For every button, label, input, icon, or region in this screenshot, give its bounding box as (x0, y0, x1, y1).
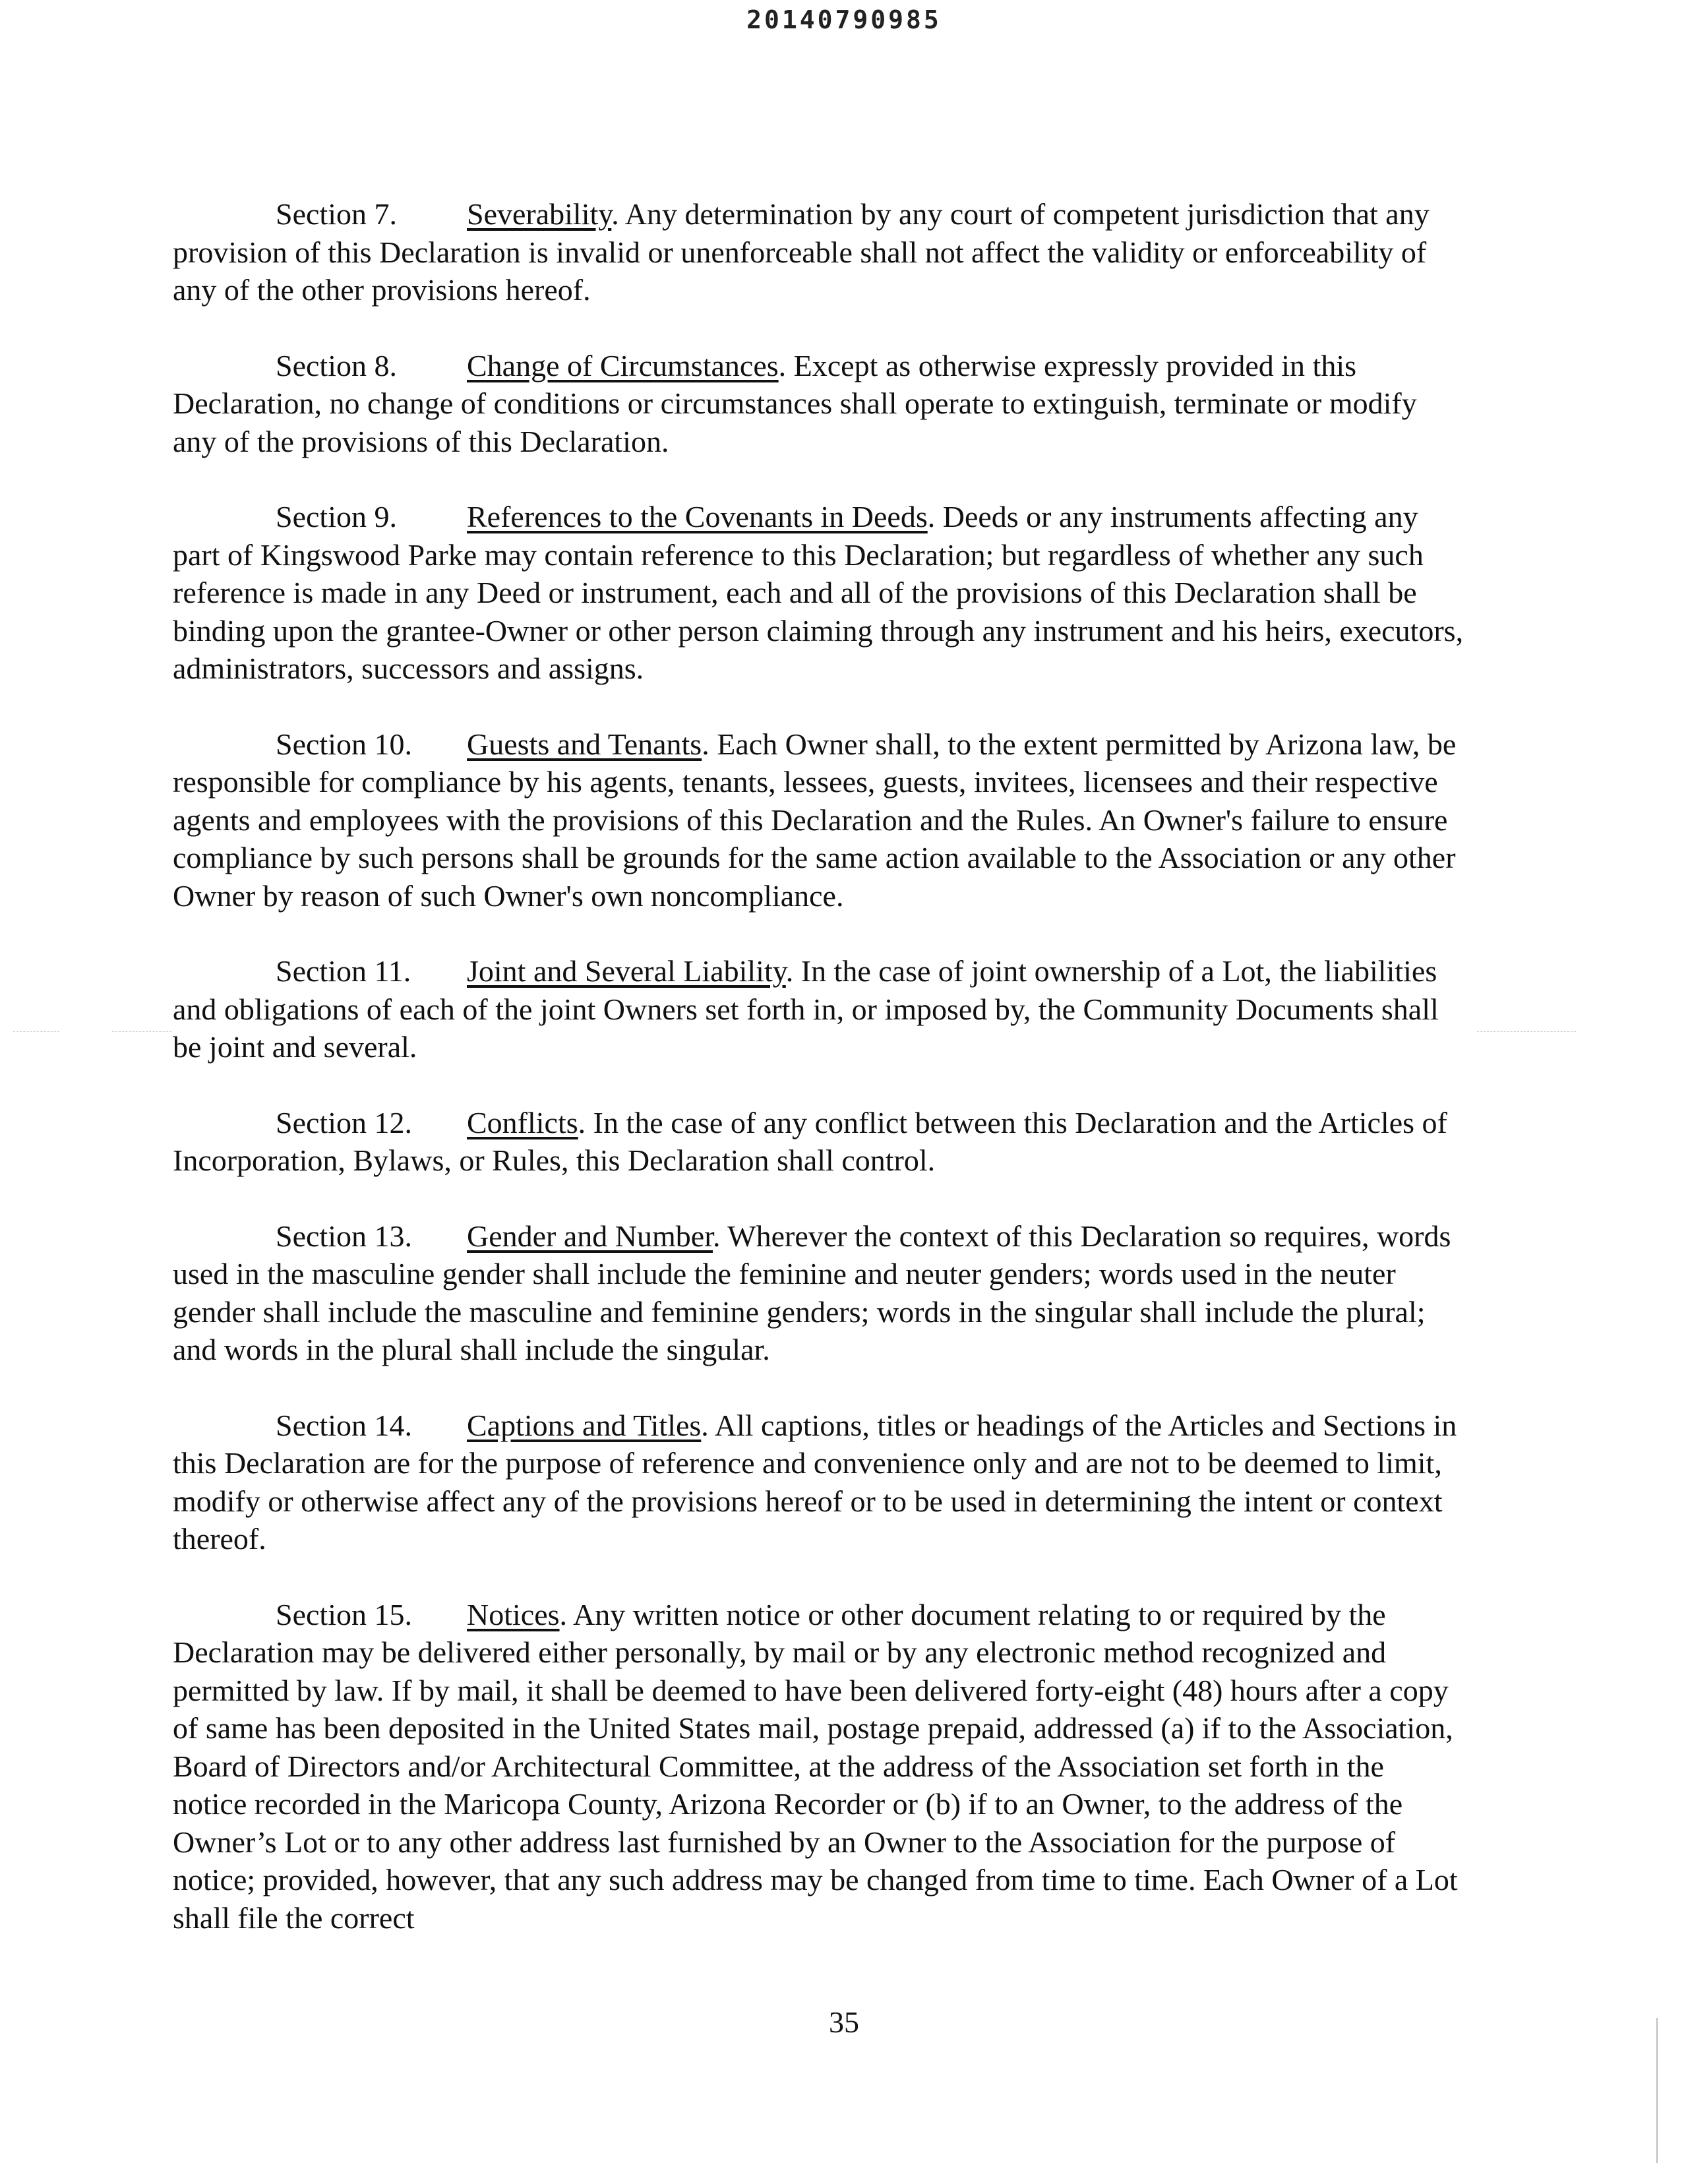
section-number: Section 7. (276, 197, 397, 231)
section-15 (173, 1596, 1465, 1937)
section-11 (173, 952, 1465, 1066)
section-text: . Each Owner shall, to the extent permitted by Arizona law, be responsible for compliance by his agents, tenants, lessees, guests, invitees, licensees and their respective agents and employees with the provisions of this Declaration and the Rules. An Owner's failure to ensure compliance by such persons shall be grounds for the same action available to the Association or any other Owner by reason of such Owner's own noncompliance. (173, 727, 1457, 913)
section-heading: Severability (467, 197, 612, 231)
section-heading: Change of Circumstances (467, 348, 779, 382)
section-text: . Deeds or any instruments affecting any part of Kingswood Parke may contain reference to this Declaration; but regardless of whether any such reference is made in any Deed or instrument, each and all of the provisions of this Declaration shall be binding upon the grantee-Owner or other person claiming through any instrument and his heirs, executors, administrators, successors and assigns. (173, 500, 1464, 685)
document-body (173, 195, 1465, 1974)
section-heading: Guests and Tenants (467, 727, 702, 761)
section-text: . All captions, titles or headings of the Articles and Sections in this Declaration are for the purpose of reference and convenience only and are not to be deemed to limit, modify or otherwise affect any of the provisions hereof or to be used in determining the intent or context thereof. (173, 1408, 1457, 1556)
section-heading: References to the Covenants in Deeds (467, 500, 928, 533)
scan-artifact-right (1477, 1031, 1576, 1032)
page-number: 35 (829, 2005, 859, 2039)
section-text: . Any determination by any court of competent jurisdiction that any provision of this Declaration is invalid or unenforceable shall not affect the validity or enforceability of any of the other provisions hereof. (173, 197, 1430, 307)
section-heading: Joint and Several Liability (467, 954, 786, 988)
section-text: . Any written notice or other document relating to or required by the Declaration may be delivered either personally, by mail or by any electronic method recognized and permitted by law. If by mail, it shall be deemed to have been delivered forty-eight (48) hours after a copy of same has been deposited in the United States mail, postage prepaid, addressed (a) if to the Association, Board of Directors and/or Architectural Committee, at the address of the Association set forth in the notice recorded in the Maricopa County, Arizona Recorder or (b) if to an Owner, to the address of the Owner’s Lot or to any other address last furnished by an Owner to the Association for the purpose of notice; provided, however, that any such address may be changed from time to time. Each Owner of a Lot shall file the correct (173, 1597, 1458, 1935)
section-text: . Wherever the context of this Declaration so requires, words used in the masculine gender shall include the feminine and neuter genders; words used in the neuter gender shall include the masculine and feminine genders; words in the singular shall include the plural; and words in the plural shall include the singular. (173, 1219, 1451, 1366)
section-number: Section 13. (276, 1219, 412, 1253)
section-9 (173, 498, 1465, 688)
section-14 (173, 1407, 1465, 1558)
scan-artifact-left-inner (112, 1031, 171, 1032)
section-text: . In the case of any conflict between this Declaration and the Articles of Incorporation, Bylaws, or Rules, this Declaration shall control. (173, 1105, 1447, 1177)
scan-edge-mark (1656, 2018, 1658, 2163)
section-number: Section 15. (276, 1597, 412, 1631)
section-number: Section 11. (276, 954, 411, 988)
recording-number: 20140790985 (746, 5, 942, 34)
section-heading: Captions and Titles (467, 1408, 702, 1442)
section-number: Section 10. (276, 727, 412, 761)
section-heading: Gender and Number (467, 1219, 713, 1253)
section-10 (173, 725, 1465, 915)
section-heading: Notices (467, 1597, 560, 1631)
section-text: . Except as otherwise expressly provided in this Declaration, no change of conditions or circumstances shall operate to extinguish, terminate or modify any of the provisions of this Declaration. (173, 348, 1417, 458)
section-12 (173, 1104, 1465, 1180)
section-number: Section 9. (276, 500, 397, 533)
section-number: Section 14. (276, 1408, 412, 1442)
section-number: Section 12. (276, 1105, 412, 1139)
section-8 (173, 347, 1465, 461)
section-number: Section 8. (276, 348, 397, 382)
section-heading: Conflicts (467, 1105, 578, 1139)
section-text: . In the case of joint ownership of a Lot, the liabilities and obligations of each of the joint Owners set forth in, or imposed by, the Community Documents shall be joint and several. (173, 954, 1439, 1064)
section-13 (173, 1217, 1465, 1369)
scan-artifact-left (13, 1031, 59, 1032)
section-7 (173, 195, 1465, 309)
